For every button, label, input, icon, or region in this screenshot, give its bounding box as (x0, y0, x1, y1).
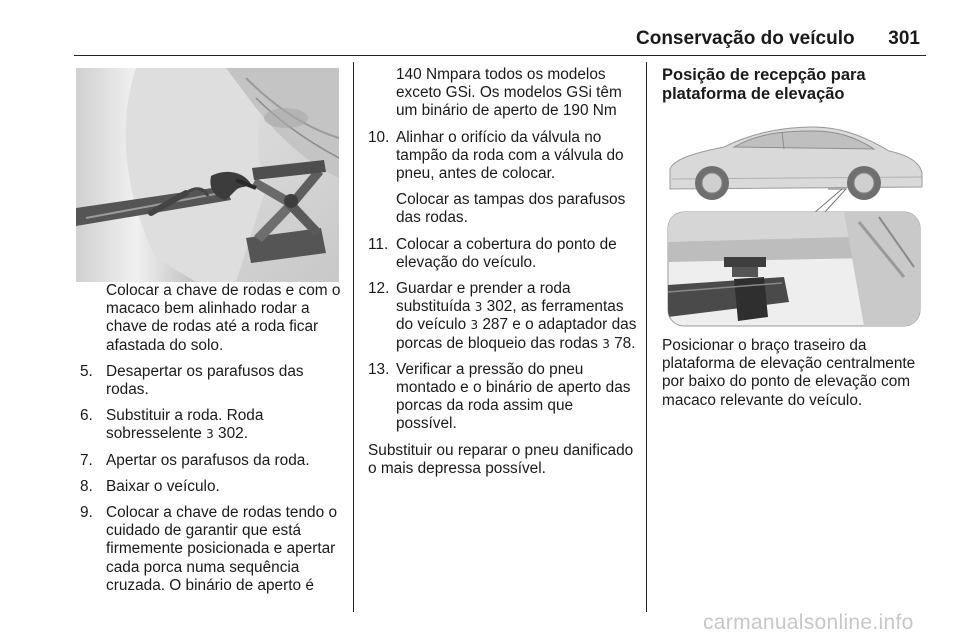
section-heading: Posição de recepção para plataforma de elevação (662, 66, 866, 103)
list-item: 13. Verificar a pressão do pneu montado e o binário de aperto das porcas da roda assim que possível. (368, 360, 631, 433)
list-item: 9. Colocar a chave de rodas tendo o cuidado de garantir que está firmemente posicionada e apertar cada porca numa sequência cruzada. O binário de aperto é (80, 504, 338, 594)
list-item: 10. Alinhar o orifício da válvula no tampão da roda com a válvula do pneu, antes de colocar. (368, 128, 624, 183)
column-divider-right (646, 62, 647, 612)
list-item: 6. Substituir a roda. Roda sobresselente 3 302. (80, 407, 264, 443)
page-reference-arrow-icon[interactable]: 3 (602, 336, 610, 351)
list-item: 5. Desapertar os parafusos das rodas. (80, 362, 304, 399)
list-item: 8. Baixar o veículo. (80, 477, 220, 495)
list-item: 7. Apertar os parafusos da roda. (80, 451, 310, 469)
page-reference-arrow-icon[interactable]: 3 (206, 427, 214, 442)
page-reference-arrow-icon[interactable]: 3 (474, 300, 483, 315)
section-title: Conservação do veículo (636, 28, 855, 49)
body-paragraph: Posicionar o braço traseiro da plataforma de elevação centralmente por baixo do ponto de elevação com macaco relevante do veículo. (662, 337, 916, 409)
closing-paragraph: Substituir ou reparar o pneu danificado o mais depressa possível. (368, 441, 634, 477)
list-item: Colocar as tampas dos parafusos das rodas. (396, 191, 626, 227)
continuation-paragraph: 140 Nmpara todos os modelos exceto GSi. Os modelos GSi têm um binário de aperto de 190 Nm (396, 66, 622, 120)
car-lift-point-illustration (664, 117, 926, 329)
header-rule (74, 55, 926, 56)
list-item: 12. Guardar e prender a roda substituída 3 302, as ferramentas do veículo 3 287 e o adaptador das porcas de bloqueio das rodas 3 78. (368, 280, 637, 352)
page-number: 301 (888, 28, 920, 49)
intro-paragraph: Colocar a chave de rodas e com o macaco bem alinhado rodar a chave de rodas até a roda ficar afastada do solo. (106, 282, 341, 354)
column-divider-left (353, 62, 354, 612)
list-item: 11. Colocar a cobertura do ponto de elevação do veículo. (368, 235, 617, 271)
page-reference-arrow-icon[interactable]: 3 (470, 318, 479, 333)
column-left (80, 282, 348, 603)
column-right-body (662, 337, 930, 418)
column-right (662, 66, 930, 112)
page-header (630, 30, 926, 56)
column-middle (368, 66, 638, 486)
jack-wrench-illustration (76, 68, 339, 282)
watermark: carmanualsonline.info (703, 611, 914, 634)
